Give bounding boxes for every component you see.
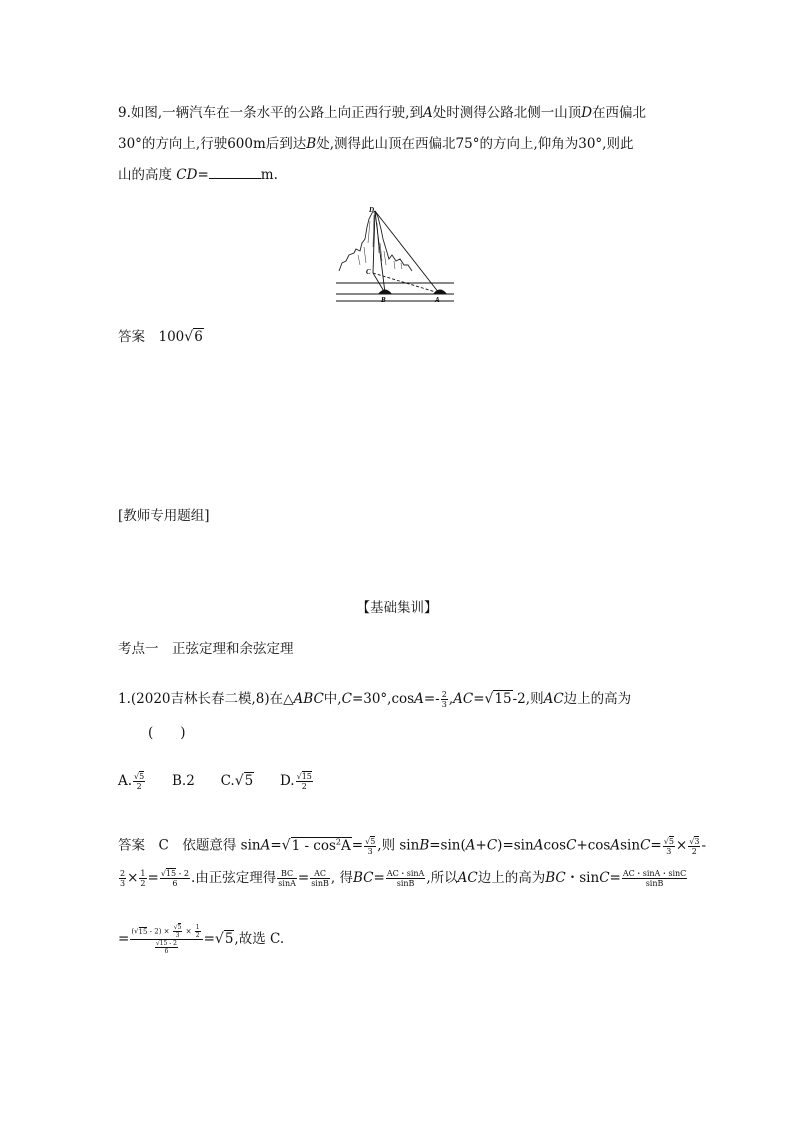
label-D: D	[369, 206, 375, 214]
label-A: A	[435, 296, 440, 304]
label-B: B	[381, 296, 386, 304]
option-a: A. $\frac{√5}{2}$	[118, 772, 145, 791]
mountain-silhouette	[339, 211, 412, 271]
q9-line3: 山的高度 CD= m.	[118, 167, 278, 183]
label-C: C	[366, 268, 371, 276]
teacher-group-label: [教师专用题组]	[118, 508, 210, 524]
q9-line1: 9.如图,一辆汽车在一条水平的公路上向正西行驶,到A处时测得公路北侧一山顶D在西偏北	[118, 105, 647, 121]
option-d: D. $\frac{√15}{2}$	[279, 772, 312, 791]
q1-paren: ( )	[148, 725, 186, 741]
ans1-line1: 答案 C 依题意得 $\sin A=√1 - \cos^2A=$ $\frac{√5}{3}$ ,则 sinB=sin(A+C)=sinAcosC+cosAsinC= $\frac{√5}{3}$ × $\frac{√3}{2}$ -	[118, 836, 706, 856]
section-title: 【基础集训】	[356, 600, 438, 616]
q9-answer: 答案 100√6	[118, 329, 203, 345]
ans1-line3: = (√15 - 2) × $\frac{√5}{3}$ × $\frac{1}{2}$ $\frac{√15 - 2}{6}$ =√5,故选 C.	[118, 924, 285, 955]
q9-line2: 30°的方向上,行驶600m后到达B处,测得此山顶在西偏北75°的方向上,仰角为30°,则此	[118, 136, 634, 152]
option-b: B.2	[172, 773, 195, 789]
mountain-figure	[334, 203, 458, 305]
car-A	[433, 290, 447, 295]
car-B	[378, 290, 392, 295]
kaodian-title: 考点一 正弦定理和余弦定理	[118, 641, 294, 657]
answer-blank	[209, 166, 261, 179]
line-D-A	[375, 211, 439, 293]
option-c: C.√5	[220, 773, 254, 789]
q1-stem: 1.(2020吉林长春二模,8)在△ABC中,C=30°,cosA=- $\frac{2}{3}$ ,AC=√15-2,则AC边上的高为	[118, 690, 632, 709]
ans1-line2: $\frac{2}{3}$ × $\frac{1}{2}$ = $\frac{√15 - 2}{6}$ .由正弦定理得 $\frac{BC}{\sin A}$ = $\frac{AC}{\sin B}$ , 得BC= $\frac{AC・\sin A}{\sin B}$ ,所以AC边上的高为BC・sinC= $\frac{AC・\sin A・\sin C}{\sin B}$	[120, 869, 687, 888]
q1-options	[118, 772, 314, 791]
